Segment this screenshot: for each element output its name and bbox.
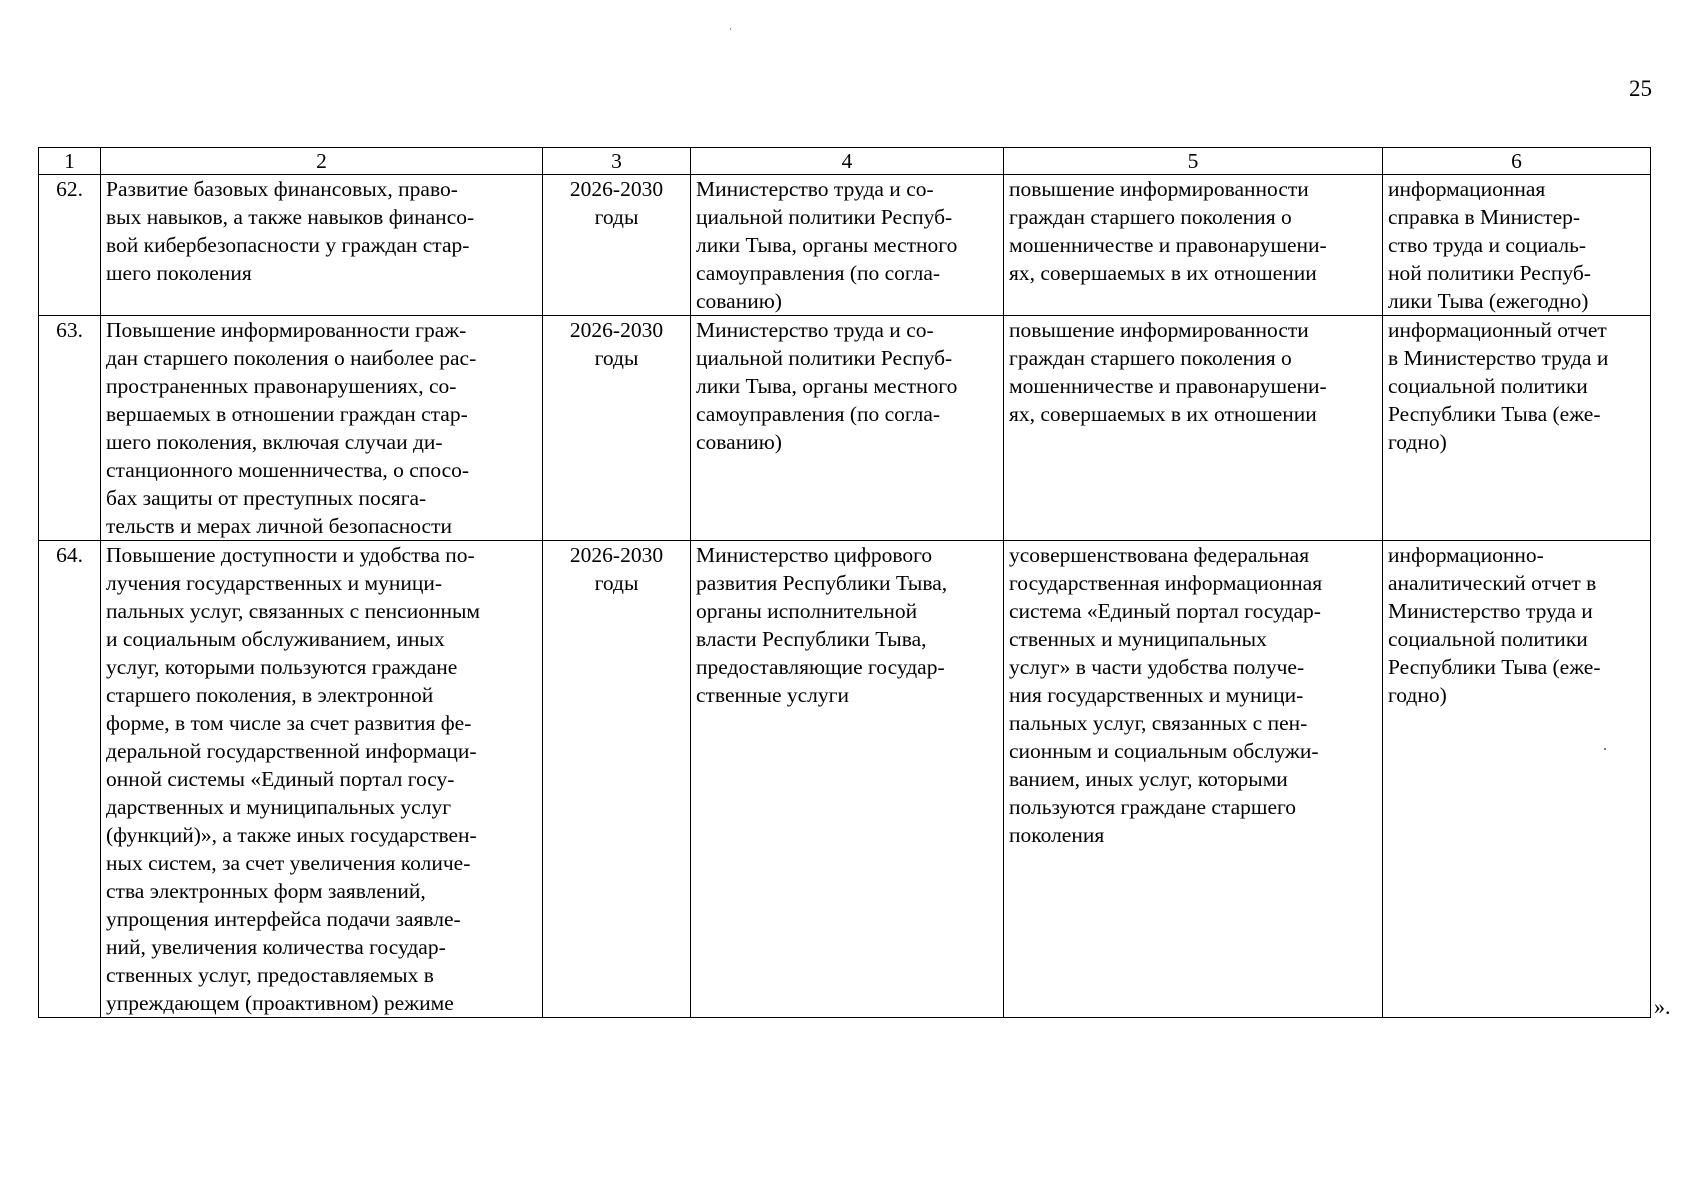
cell-text-line: ственных услуг, предоставляемых в <box>106 963 434 987</box>
cell-text-line: ных систем, за счет увеличения количе- <box>106 851 471 875</box>
cell-text-line: в Министерство труда и <box>1388 346 1609 370</box>
cell-text-line: форме, в том числе за счет развития фе- <box>106 711 472 735</box>
cell-text-line: мошенничестве и правонарушени- <box>1009 233 1327 257</box>
header-col-3: 3 <box>543 148 691 175</box>
cell-text-line: 2026-2030 <box>569 318 664 342</box>
cell-text-line: лики Тыва, органы местного <box>696 233 958 257</box>
cell-text-line: шего поколения <box>106 261 252 285</box>
cell-text-line: годы <box>594 205 639 229</box>
cell-text-line: услуг, которыми пользуются граждане <box>106 655 458 679</box>
header-col-1: 1 <box>39 148 101 175</box>
report-cell <box>1383 175 1651 316</box>
cell-text-line: вых навыков, а также навыков финансо- <box>106 205 475 229</box>
measures-table <box>38 147 1651 1018</box>
cell-text-line: ях, совершаемых в их отношении <box>1009 261 1317 285</box>
cell-text-line: пространенных правонарушениях, со- <box>106 374 457 398</box>
cell-text-line: аналитический отчет в <box>1388 571 1597 595</box>
cell-text-line: Повышение информированности граж- <box>106 318 467 342</box>
executors-cell <box>691 175 1004 316</box>
cell-text-line: деральной государственной информаци- <box>106 739 477 763</box>
cell-text-line: ной политики Респуб- <box>1388 261 1591 285</box>
cell-text-line: Министерство труда и <box>1388 599 1593 623</box>
cell-text-line: сованию) <box>696 289 782 313</box>
cell-text-line: органы исполнительной <box>696 599 918 623</box>
cell-text-line: упреждающем (проактивном) режиме <box>106 991 454 1015</box>
cell-text-line: (функций)», а также иных государствен- <box>106 823 477 847</box>
header-col-2: 2 <box>101 148 543 175</box>
table-row <box>39 541 1651 1018</box>
cell-text-line: повышение информированности <box>1009 177 1309 201</box>
cell-text-line: услуг» в части удобства получе- <box>1009 655 1305 679</box>
cell-text-line: вершаемых в отношении граждан стар- <box>106 402 468 426</box>
result-cell <box>1004 175 1383 316</box>
cell-text-line: годы <box>594 571 639 595</box>
table-row <box>39 316 1651 541</box>
table-row <box>39 175 1651 316</box>
cell-text-line: мошенничестве и правонарушени- <box>1009 374 1327 398</box>
cell-text-line: циальной политики Респуб- <box>696 205 953 229</box>
term-cell <box>543 175 691 316</box>
row-number-cell: 63. <box>39 316 101 541</box>
cell-text-line: лики Тыва (ежегодно) <box>1388 289 1589 313</box>
cell-text-line: станционного мошенничества, о спосо- <box>106 458 470 482</box>
executors-cell <box>691 541 1004 1018</box>
cell-text-line: Республики Тыва (еже- <box>1388 402 1601 426</box>
executors-cell <box>691 316 1004 541</box>
cell-text-line: онной системы «Единый портал госу- <box>106 767 455 791</box>
cell-text-line: Развитие базовых финансовых, право- <box>106 177 458 201</box>
cell-text-line: ства электронных форм заявлений, <box>106 879 426 903</box>
result-cell <box>1004 316 1383 541</box>
cell-text-line: пальных услуг, связанных с пенсионным <box>106 599 481 623</box>
result-cell <box>1004 541 1383 1018</box>
cell-text-line: ний, увеличения количества государ- <box>106 935 446 959</box>
cell-text-line: власти Республики Тыва, <box>696 627 927 651</box>
cell-text-line: Министерство цифрового <box>696 543 933 567</box>
cell-text-line: циальной политики Респуб- <box>696 346 953 370</box>
header-col-4: 4 <box>691 148 1004 175</box>
cell-text-line: упрощения интерфейса подачи заявле- <box>106 907 461 931</box>
measure-cell <box>101 175 543 316</box>
row-number-cell: 64. <box>39 541 101 1018</box>
cell-text-line: дарственных и муниципальных услуг <box>106 795 452 819</box>
cell-text-line: ственных и муниципальных <box>1009 627 1267 651</box>
cell-text-line: годы <box>594 346 639 370</box>
measure-cell <box>101 316 543 541</box>
term-cell <box>543 316 691 541</box>
cell-text-line: информационный отчет <box>1388 318 1607 342</box>
cell-text-line: информационно- <box>1388 543 1544 567</box>
cell-text-line: сованию) <box>696 430 782 454</box>
cell-text-line: справка в Министер- <box>1388 205 1581 229</box>
page-number: 25 <box>1629 76 1652 101</box>
cell-text-line: и социальным обслуживанием, иных <box>106 627 445 651</box>
cell-text-line: система «Единый портал государ- <box>1009 599 1321 623</box>
cell-text-line: граждан старшего поколения о <box>1009 205 1292 229</box>
cell-text-line: усовершенствована федеральная <box>1009 543 1310 567</box>
cell-text-line: государственная информационная <box>1009 571 1323 595</box>
cell-text-line: бах защиты от преступных посяга- <box>106 486 427 510</box>
cell-text-line: 2026-2030 <box>569 543 664 567</box>
header-row <box>39 148 1651 175</box>
report-cell <box>1383 316 1651 541</box>
cell-text-line: развития Республики Тыва, <box>696 571 948 595</box>
cell-text-line: поколения <box>1009 823 1105 847</box>
cell-text-line: лики Тыва, органы местного <box>696 374 958 398</box>
cell-text-line: вой кибербезопасности у граждан стар- <box>106 233 470 257</box>
cell-text-line: самоуправления (по согла- <box>696 402 941 426</box>
cell-text-line: социальной политики <box>1388 374 1588 398</box>
cell-text-line: годно) <box>1388 430 1447 454</box>
cell-text-line: ственные услуги <box>696 683 849 707</box>
cell-text-line: граждан старшего поколения о <box>1009 346 1292 370</box>
cell-text-line: годно) <box>1388 683 1447 707</box>
cell-text-line: Министерство труда и со- <box>696 318 934 342</box>
report-cell <box>1383 541 1651 1018</box>
cell-text-line: тельств и мерах личной безопасности <box>106 514 452 538</box>
cell-text-line: предоставляющие государ- <box>696 655 945 679</box>
cell-text-line: социальной политики <box>1388 627 1588 651</box>
cell-text-line: ство труда и социаль- <box>1388 233 1587 257</box>
scan-mark <box>730 28 731 30</box>
cell-text-line: информационная <box>1388 177 1546 201</box>
term-cell <box>543 541 691 1018</box>
cell-text-line: 2026-2030 <box>569 177 664 201</box>
cell-text-line: ния государственных и муници- <box>1009 683 1304 707</box>
header-col-6: 6 <box>1383 148 1651 175</box>
cell-text-line: Министерство труда и со- <box>696 177 934 201</box>
cell-text-line: лучения государственных и муници- <box>106 571 443 595</box>
row-number-cell: 62. <box>39 175 101 316</box>
measure-cell <box>101 541 543 1018</box>
cell-text-line: пальных услуг, связанных с пен- <box>1009 711 1308 735</box>
cell-text-line: Повышение доступности и удобства по- <box>106 543 475 567</box>
cell-text-line: дан старшего поколения о наиболее рас- <box>106 346 477 370</box>
cell-text-line: Республики Тыва (еже- <box>1388 655 1601 679</box>
cell-text-line: старшего поколения, в электронной <box>106 683 434 707</box>
cell-text-line: шего поколения, включая случаи ди- <box>106 430 443 454</box>
cell-text-line: ях, совершаемых в их отношении <box>1009 402 1317 426</box>
header-col-5: 5 <box>1004 148 1383 175</box>
cell-text-line: повышение информированности <box>1009 318 1309 342</box>
cell-text-line: ванием, иных услуг, которыми <box>1009 767 1288 791</box>
cell-text-line: самоуправления (по согла- <box>696 261 941 285</box>
cell-text-line: пользуются граждане старшего <box>1009 795 1297 819</box>
cell-text-line: сионным и социальным обслужи- <box>1009 739 1319 763</box>
scan-speck <box>1604 748 1606 750</box>
closing-quote-mark: ». <box>1654 994 1671 1019</box>
